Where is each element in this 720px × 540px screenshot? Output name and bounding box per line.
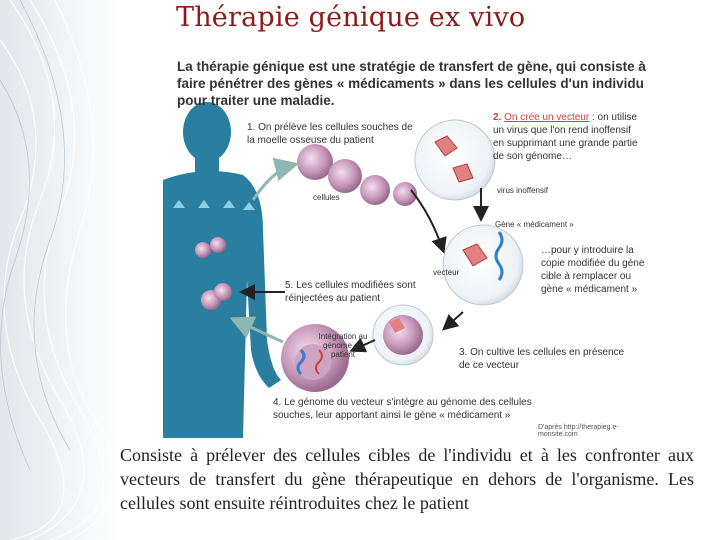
- virus-label: virus inoffensif: [497, 186, 548, 195]
- step-2-link: On crée un vecteur: [504, 112, 590, 123]
- step-2-text: : on utilise un virus que l'on rend inoffensif en supprimant une grande partie de son génome…: [493, 112, 638, 162]
- culture-cell: [373, 305, 433, 365]
- diagram-intro: La thérapie génique est une stratégie de transfert de gène, qui consiste à faire pénétrer des gènes « médicaments » dans les cellules d'un individu pour traiter une maladie.: [177, 59, 646, 108]
- source-credit: D'après http://therapieg.e-monsite.com: [538, 424, 619, 438]
- step-1-label: 1. On prélève les cellules souches de la moelle osseuse du patient: [247, 122, 413, 146]
- vector-bubble: [443, 225, 523, 305]
- step-2-number: 2.: [493, 112, 502, 123]
- decorative-wave-background: [0, 0, 120, 540]
- integration-label: Intégration au génome du patient: [318, 332, 368, 359]
- step-5-label: 5. Les cellules modifiées sont réinjectées au patient: [285, 280, 416, 304]
- step-2-label: [493, 111, 643, 163]
- slide-description: Consiste à prélever des cellules cibles de l'individu et à les confronter aux vecteurs de transfert du gène thérapeutique en dehors de l'organisme. Les cellules sont ensuite réintroduites chez le patient: [120, 445, 694, 513]
- slide-title: Thérapie génique ex vivo: [176, 2, 526, 33]
- cells-label: cellules: [313, 193, 340, 202]
- step-4-label: 4. Le génome du vecteur s'intègre au génome des cellules souches, leur apportant ainsi le gène « médicament »: [273, 397, 532, 421]
- gene-label: Gène « médicament »: [495, 220, 574, 229]
- human-silhouette: [163, 102, 281, 438]
- step-2b-label: …pour y introduire la copie modifiée du gène cible à remplacer ou gène « médicament »: [541, 245, 645, 295]
- vector-label: vecteur: [433, 268, 460, 277]
- step-3-label: 3. On cultive les cellules en présence de ce vecteur: [459, 347, 625, 371]
- virus-bubble: [415, 120, 495, 200]
- gene-therapy-diagram: [163, 50, 651, 438]
